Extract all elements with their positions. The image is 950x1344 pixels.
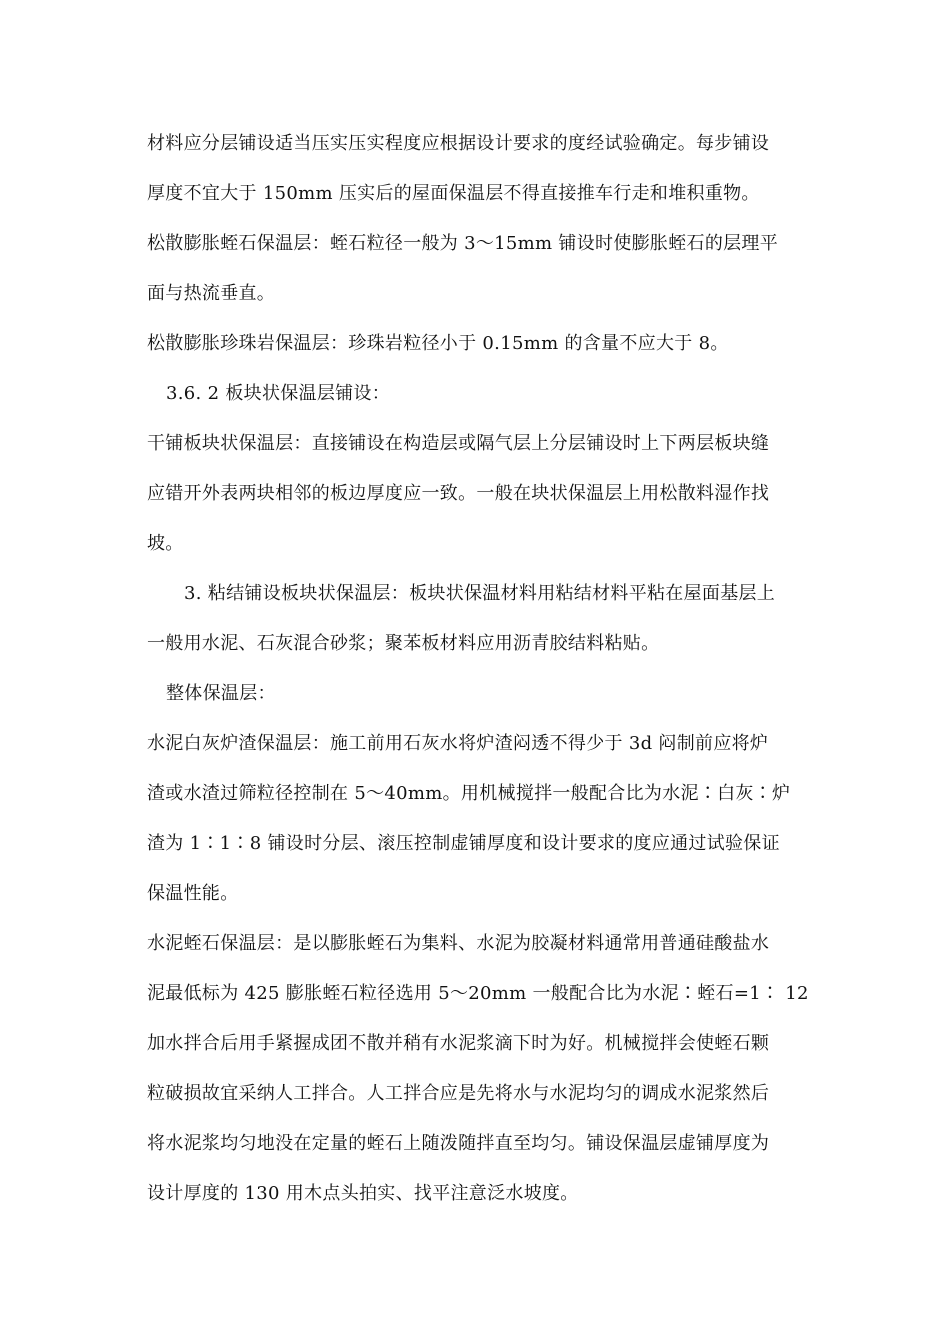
text-line-7: 干铺板块状保温层：直接铺设在构造层或隔气层上分层铺设时上下两层板块缝 — [147, 433, 770, 454]
text-line-10: 3. 粘结铺设板块状保温层：板块状保温材料用粘结材料平粘在屋面基层上 — [184, 583, 776, 604]
text-line-9: 坡。 — [147, 533, 184, 554]
text-line-8: 应错开外表两块相邻的板边厚度应一致。一般在块状保温层上用松散料湿作找 — [147, 483, 770, 504]
text-line-14: 渣或水渣过筛粒径控制在 5～40mm。用机械搅拌一般配合比为水泥∶白灰∶炉 — [147, 783, 791, 804]
text-line-18: 泥最低标为 425 膨胀蛭石粒径选用 5～20mm 一般配合比为水泥∶蛭石=1∶ 12 — [147, 983, 809, 1004]
section-heading-3-6-2: 3.6. 2 板块状保温层铺设： — [166, 383, 391, 404]
text-line-20: 粒破损故宜采纳人工拌合。人工拌合应是先将水与水泥均匀的调成水泥浆然后 — [147, 1083, 770, 1104]
text-line-5: 松散膨胀珍珠岩保温层：珍珠岩粒径小于 0.15mm 的含量不应大于 8。 — [147, 333, 729, 354]
text-line-16: 保温性能。 — [147, 883, 239, 904]
text-line-22: 设计厚度的 130 用木点头拍实、找平注意泛水坡度。 — [147, 1183, 579, 1204]
text-line-19: 加水拌合后用手紧握成团不散并稍有水泥浆滴下时为好。机械搅拌会使蛭石颗 — [147, 1033, 770, 1054]
text-line-17: 水泥蛭石保温层：是以膨胀蛭石为集料、水泥为胶凝材料通常用普通硅酸盐水 — [147, 933, 770, 954]
text-line-21: 将水泥浆均匀地没在定量的蛭石上随泼随拌直至均匀。铺设保温层虚铺厚度为 — [147, 1133, 770, 1154]
text-line-2: 厚度不宜大于 150mm 压实后的屋面保温层不得直接推车行走和堆积重物。 — [147, 183, 760, 204]
text-line-11: 一般用水泥、石灰混合砂浆；聚苯板材料应用沥青胶结料粘贴。 — [147, 633, 660, 654]
text-line-15: 渣为 1∶1∶8 铺设时分层、滚压控制虚铺厚度和设计要求的度应通过试验保证 — [147, 833, 780, 854]
text-line-4: 面与热流垂直。 — [147, 283, 276, 304]
text-line-3: 松散膨胀蛭石保温层：蛭石粒径一般为 3～15mm 铺设时使膨胀蛭石的层理平 — [147, 233, 779, 254]
subheading-integral-insulation: 整体保温层： — [166, 683, 276, 704]
text-line-13: 水泥白灰炉渣保温层：施工前用石灰水将炉渣闷透不得少于 3d 闷制前应将炉 — [147, 733, 769, 754]
text-line-1: 材料应分层铺设适当压实压实程度应根据设计要求的度经试验确定。每步铺设 — [147, 133, 770, 154]
